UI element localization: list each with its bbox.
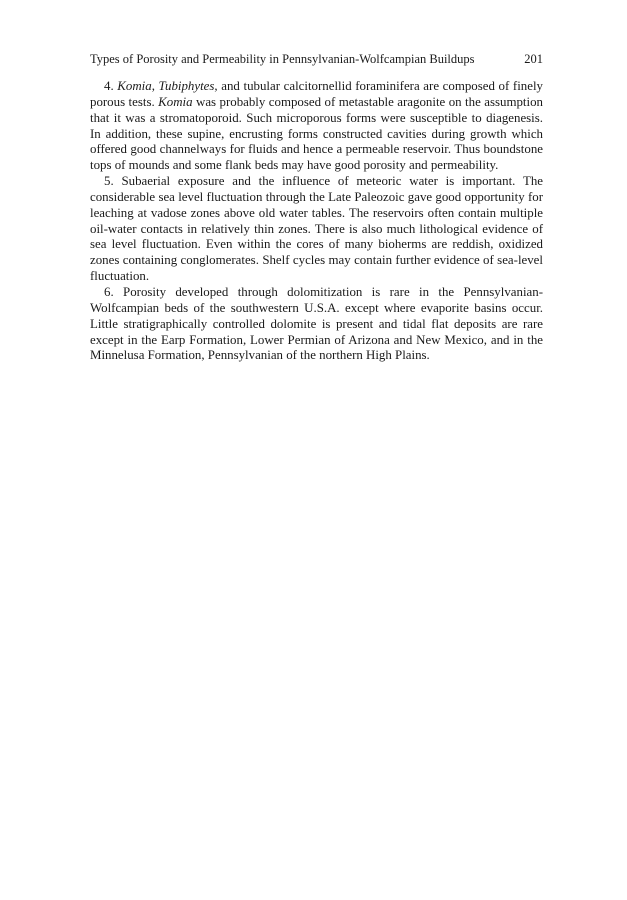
- paragraph-text: ,: [151, 79, 159, 93]
- paragraph-6: [90, 285, 543, 364]
- taxon-name: Komia: [158, 94, 193, 109]
- body-text: [90, 79, 543, 364]
- paragraph-text: was probably composed of metastable aragonite on the assumption that it was a stromatoporoid. Such microporous forms were susceptible to diagenesis. In addition, these supine, encrusting forms constructed cavities during growth which offered good channelways for fluids and hence a permeable reservoir. Thus boundstone tops of mounds and some flank beds may have good porosity and permeability.: [90, 94, 543, 173]
- taxon-name: Tubiphytes: [158, 79, 215, 93]
- paragraph-4: [90, 79, 543, 174]
- page-number: 201: [524, 52, 543, 66]
- paragraph-number: 4.: [104, 79, 114, 93]
- paragraph-number: 5.: [104, 174, 114, 189]
- running-title: Types of Porosity and Permeability in Pennsylvanian-Wolfcampian Buildups: [90, 52, 475, 66]
- paragraph-5: [90, 174, 543, 285]
- paragraph-text: Subaerial exposure and the influence of meteoric water is important. The considerable sea level fluctuation through the Late Paleozoic gave good opportunity for leaching at vadose zones above old water tables. The reservoirs often contain multiple oil-water contacts in relatively thin zones. There is also much lithological evidence of sea level fluctuation. Even within the cores of many bioherms are reddish, oxidized zones containing conglomerates. Shelf cycles may contain further evidence of sea-level fluctuation.: [90, 174, 543, 284]
- paragraph-text: Porosity developed through dolomitization is rare in the Pennsylvanian-Wolfcampian beds of the southwestern U.S.A. except where evaporite basins occur. Little stratigraphically controlled dolomite is present and tidal flat deposits are rare except in the Earp Formation, Lower Permian of Arizona and New Mexico, and in the Minnelusa Formation, Pennsylvanian of the northern High Plains.: [90, 284, 543, 363]
- running-header: [90, 52, 543, 67]
- paragraph-number: 6.: [104, 284, 114, 299]
- paragraph-text: , and tubular calcitornellid foraminifera are composed of finely porous tests.: [90, 79, 543, 109]
- taxon-name: Komia: [117, 79, 152, 93]
